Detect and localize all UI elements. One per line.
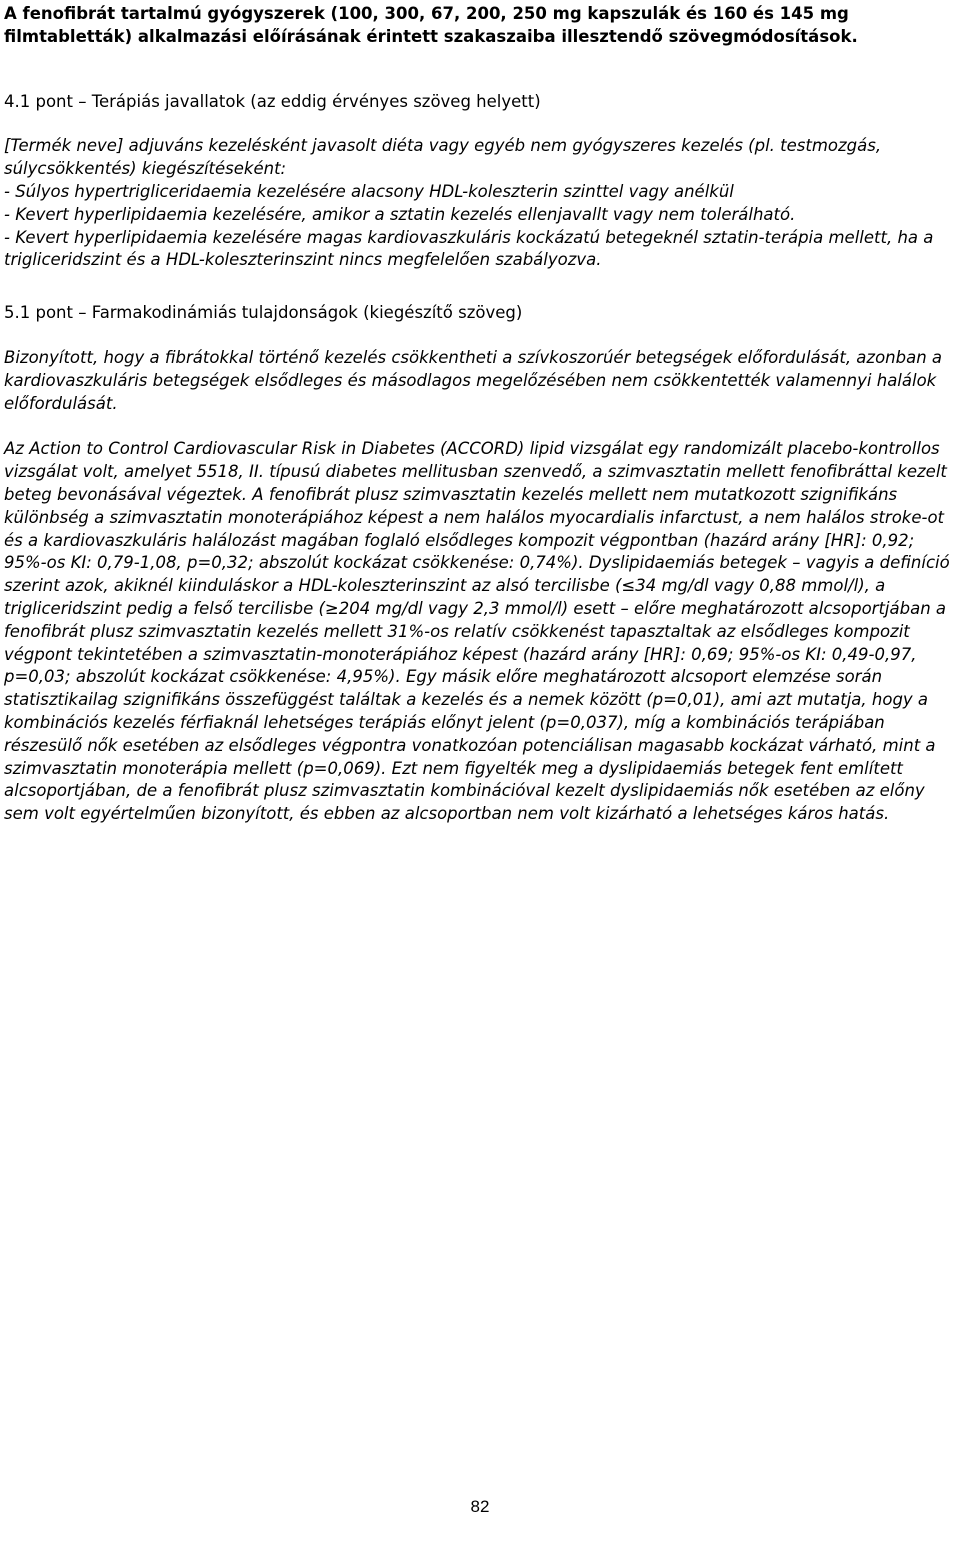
indications-intro: [Termék neve] adjuváns kezelésként javasolt diéta vagy egyéb nem gyógyszeres kezelés (pl. testmozgás, súlycsökkentés) kiegészítéseként: [4, 136, 882, 179]
indication-item-2: - Kevert hyperlipidaemia kezelésére, amikor a sztatin kezelés ellenjavallt vagy nem tolerálható. [4, 204, 796, 224]
document-page [4, 0, 956, 826]
indication-item-1: - Súlyos hypertrigliceridaemia kezelésére alacsony HDL-koleszterin szinttel vagy anélkül [4, 181, 734, 201]
section-5-1-heading: 5.1 pont – Farmakodinámiás tulajdonságok (kiegészítő szöveg) [4, 303, 523, 323]
document-title: A fenofibrát tartalmú gyógyszerek (100, 300, 67, 200, 250 mg kapszulák és 160 és 145 mg filmtabletták) alkalmazási előírásának érintett szakaszaiba illesztendő szövegmódosítások. [4, 4, 858, 46]
page-number: 82 [470, 1497, 490, 1516]
indication-item-3: - Kevert hyperlipidaemia kezelésére magas kardiovaszkuláris kockázatú betegeknél sztatin-terápia mellett, ha a trigliceridszint és a HDL-koleszterinszint nincs megfelelően szabályozva. [4, 227, 934, 270]
accord-study-paragraph: Az Action to Control Cardiovascular Risk in Diabetes (ACCORD) lipid vizsgálat egy randomizált placebo-kontrollos vizsgálat volt, amelyet 5518, II. típusú diabetes mellitusban szenvedő, a szimvasztatin mellett fenofibráttal kezelt beteg bevonásával végeztek. A fenofibrát plusz szimvasztatin kezelés mellett nem mutatkozott szignifikáns különbség a szimvasztatin monoterápiához képest a nem halálos myocardialis infarctust, a nem halálos stroke-ot és a kardiovaszkuláris halálozást magában foglaló elsődleges kompozit végpontban (hazárd arány [HR]: 0,92; 95%-os KI: 0,79-1,08, p=0,32; abszolút kockázat csökkenése: 0,74%). Dyslipidaemiás betegek – vagyis a definíció szerint azok, akiknél kiinduláskor a HDL-koleszterinszint az alsó tercilisbe (≤34 mg/dl vagy 0,88 mmol/l), a trigliceridszint pedig a felső tercilisbe (≥204 mg/dl vagy 2,3 mmol/l) esett – előre meghatározott alcsoportjában a fenofibrát plusz szimvasztatin kezelés mellett 31%-os relatív csökkenést tapasztaltak az elsődleges kompozit végpont tekintetében a szimvasztatin-monoterápiához képest (hazárd arány [HR]: 0,69; 95%-os KI: 0,49-0,97, p=0,03; abszolút kockázat csökkenése: 4,95%). Egy másik előre meghatározott alcsoport elemzése során statisztikailag szignifikáns összefüggést találtak a kezelés és a nemek között (p=0,01), ami azt mutatja, hogy a kombinációs kezelés férfiaknál lehetséges terápiás előnyt jelent (p=0,037), míg a kombinációs terápiában részesülő nők esetében az elsődleges végpontra vonatkozóan potenciálisan magasabb kockázat várható, mint a szimvasztatin monoterápia mellett (p=0,069). Ezt nem figyelték meg a dyslipidaemiás betegek fent említett alcsoportjában, de a fenofibrát plusz szimvasztatin kombinációval kezelt dyslipidaemiás nők esetében az előny sem volt egyértelműen bizonyított, és ebben az alcsoportban nem volt kizárható a lehetséges káros hatás. [4, 439, 950, 824]
pharmacodynamics-paragraph-1: Bizonyított, hogy a fibrátokkal történő kezelés csökkentheti a szívkoszorúér betegségek előfordulását, azonban a kardiovaszkuláris betegségek elsődleges és másodlagos megelőzésében nem csökkentették valamennyi halálok előfordulását. [4, 347, 943, 413]
section-4-1-heading: 4.1 pont – Terápiás javallatok (az eddig érvényes szöveg helyett) [4, 91, 541, 111]
